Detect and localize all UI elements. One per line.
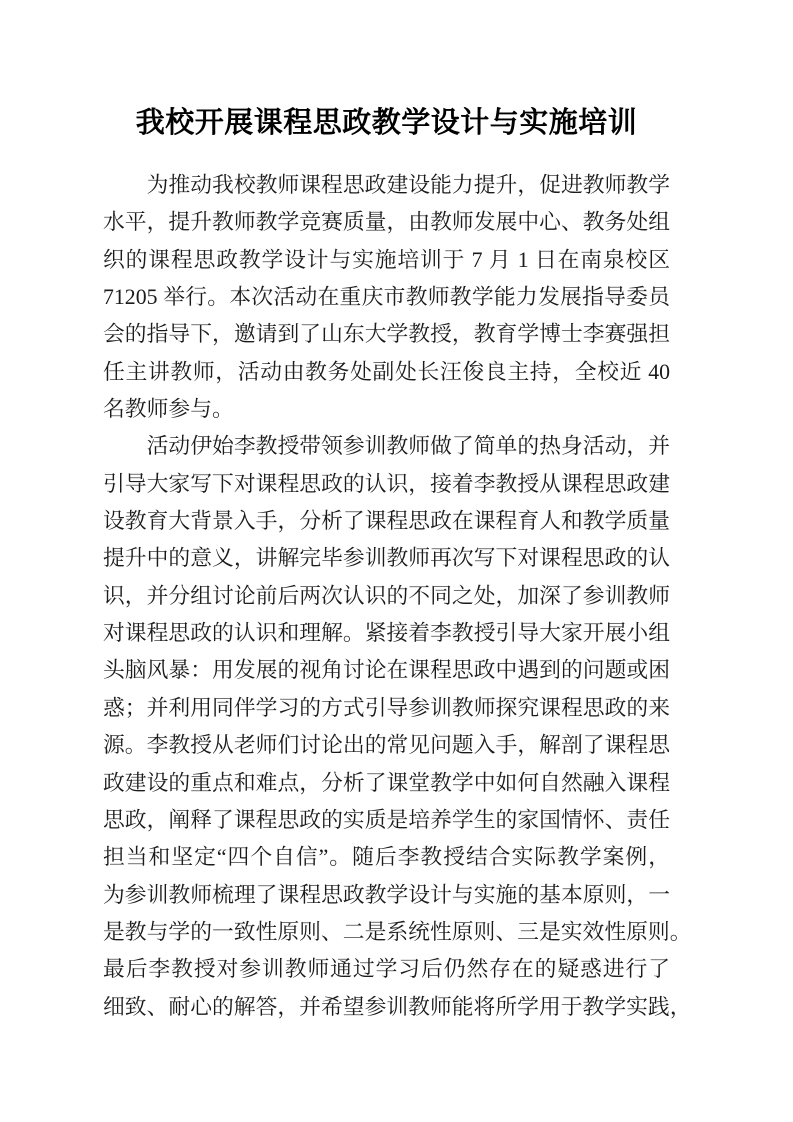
- text-line: 为推动我校教师课程思政建设能力提升，促进教师教学: [146, 173, 670, 197]
- text-line: 思政，阐释了课程思政的实质是培养学生的家国情怀、责任: [103, 807, 670, 832]
- text-line: 最后李教授对参训教师通过学习后仍然存在的疑惑进行了: [103, 957, 670, 982]
- text-line: 是教与学的一致性原则、二是系统性原则、三是实效性原则。: [103, 919, 692, 944]
- paragraph-1: [103, 167, 670, 428]
- text-line: 水平，提升教师教学竞赛质量，由教师发展中心、教务处组: [103, 210, 670, 235]
- text-line: 名教师参与。: [103, 397, 234, 422]
- text-line: 惑；并利用同伴学习的方式引导参训教师探究课程思政的来: [103, 695, 670, 720]
- text-line: 织的课程思政教学设计与实施培训于 7 月 1 日在南泉校区: [103, 247, 670, 272]
- text-line: 引导大家写下对课程思政的认识，接着李教授从课程思政建: [103, 471, 670, 496]
- text-line: 对课程思政的认识和理解。紧接着李教授引导大家开展小组: [103, 621, 670, 646]
- text-line: 任主讲教师，活动由教务处副处长汪俊良主持，全校近 40: [103, 359, 670, 384]
- text-line: 识，并分组讨论前后两次认识的不同之处，加深了参训教师: [103, 583, 670, 608]
- text-line: 活动伊始李教授带领参训教师做了简单的热身活动，并: [146, 434, 670, 459]
- document-title: 我校开展课程思政教学设计与实施培训: [135, 107, 638, 139]
- text-line: 71205 举行。本次活动在重庆市教师教学能力发展指导委员: [103, 285, 670, 310]
- text-line: 政建设的重点和难点，分析了课堂教学中如何自然融入课程: [103, 770, 670, 795]
- text-line: 提升中的意义，讲解完毕参训教师再次写下对课程思政的认: [103, 546, 670, 571]
- text-line: 为参训教师梳理了课程思政教学设计与实施的基本原则，一: [103, 882, 670, 907]
- document-content: [103, 105, 692, 1026]
- text-line: 细致、耐心的解答，并希望参训教师能将所学用于教学实践，: [103, 994, 692, 1019]
- text-line: 设教育大背景入手，分析了课程思政在课程育人和教学质量: [103, 509, 670, 534]
- text-line: 会的指导下，邀请到了山东大学教授，教育学博士李赛强担: [103, 322, 670, 347]
- text-line: 担当和坚定“四个自信”。随后李教授结合实际教学案例，: [103, 845, 670, 870]
- text-line: 源。李教授从老师们讨论出的常见问题入手，解剖了课程思: [103, 733, 670, 758]
- paragraph-2: [103, 428, 692, 1026]
- text-line: 头脑风暴：用发展的视角讨论在课程思政中遇到的问题或困: [103, 658, 670, 683]
